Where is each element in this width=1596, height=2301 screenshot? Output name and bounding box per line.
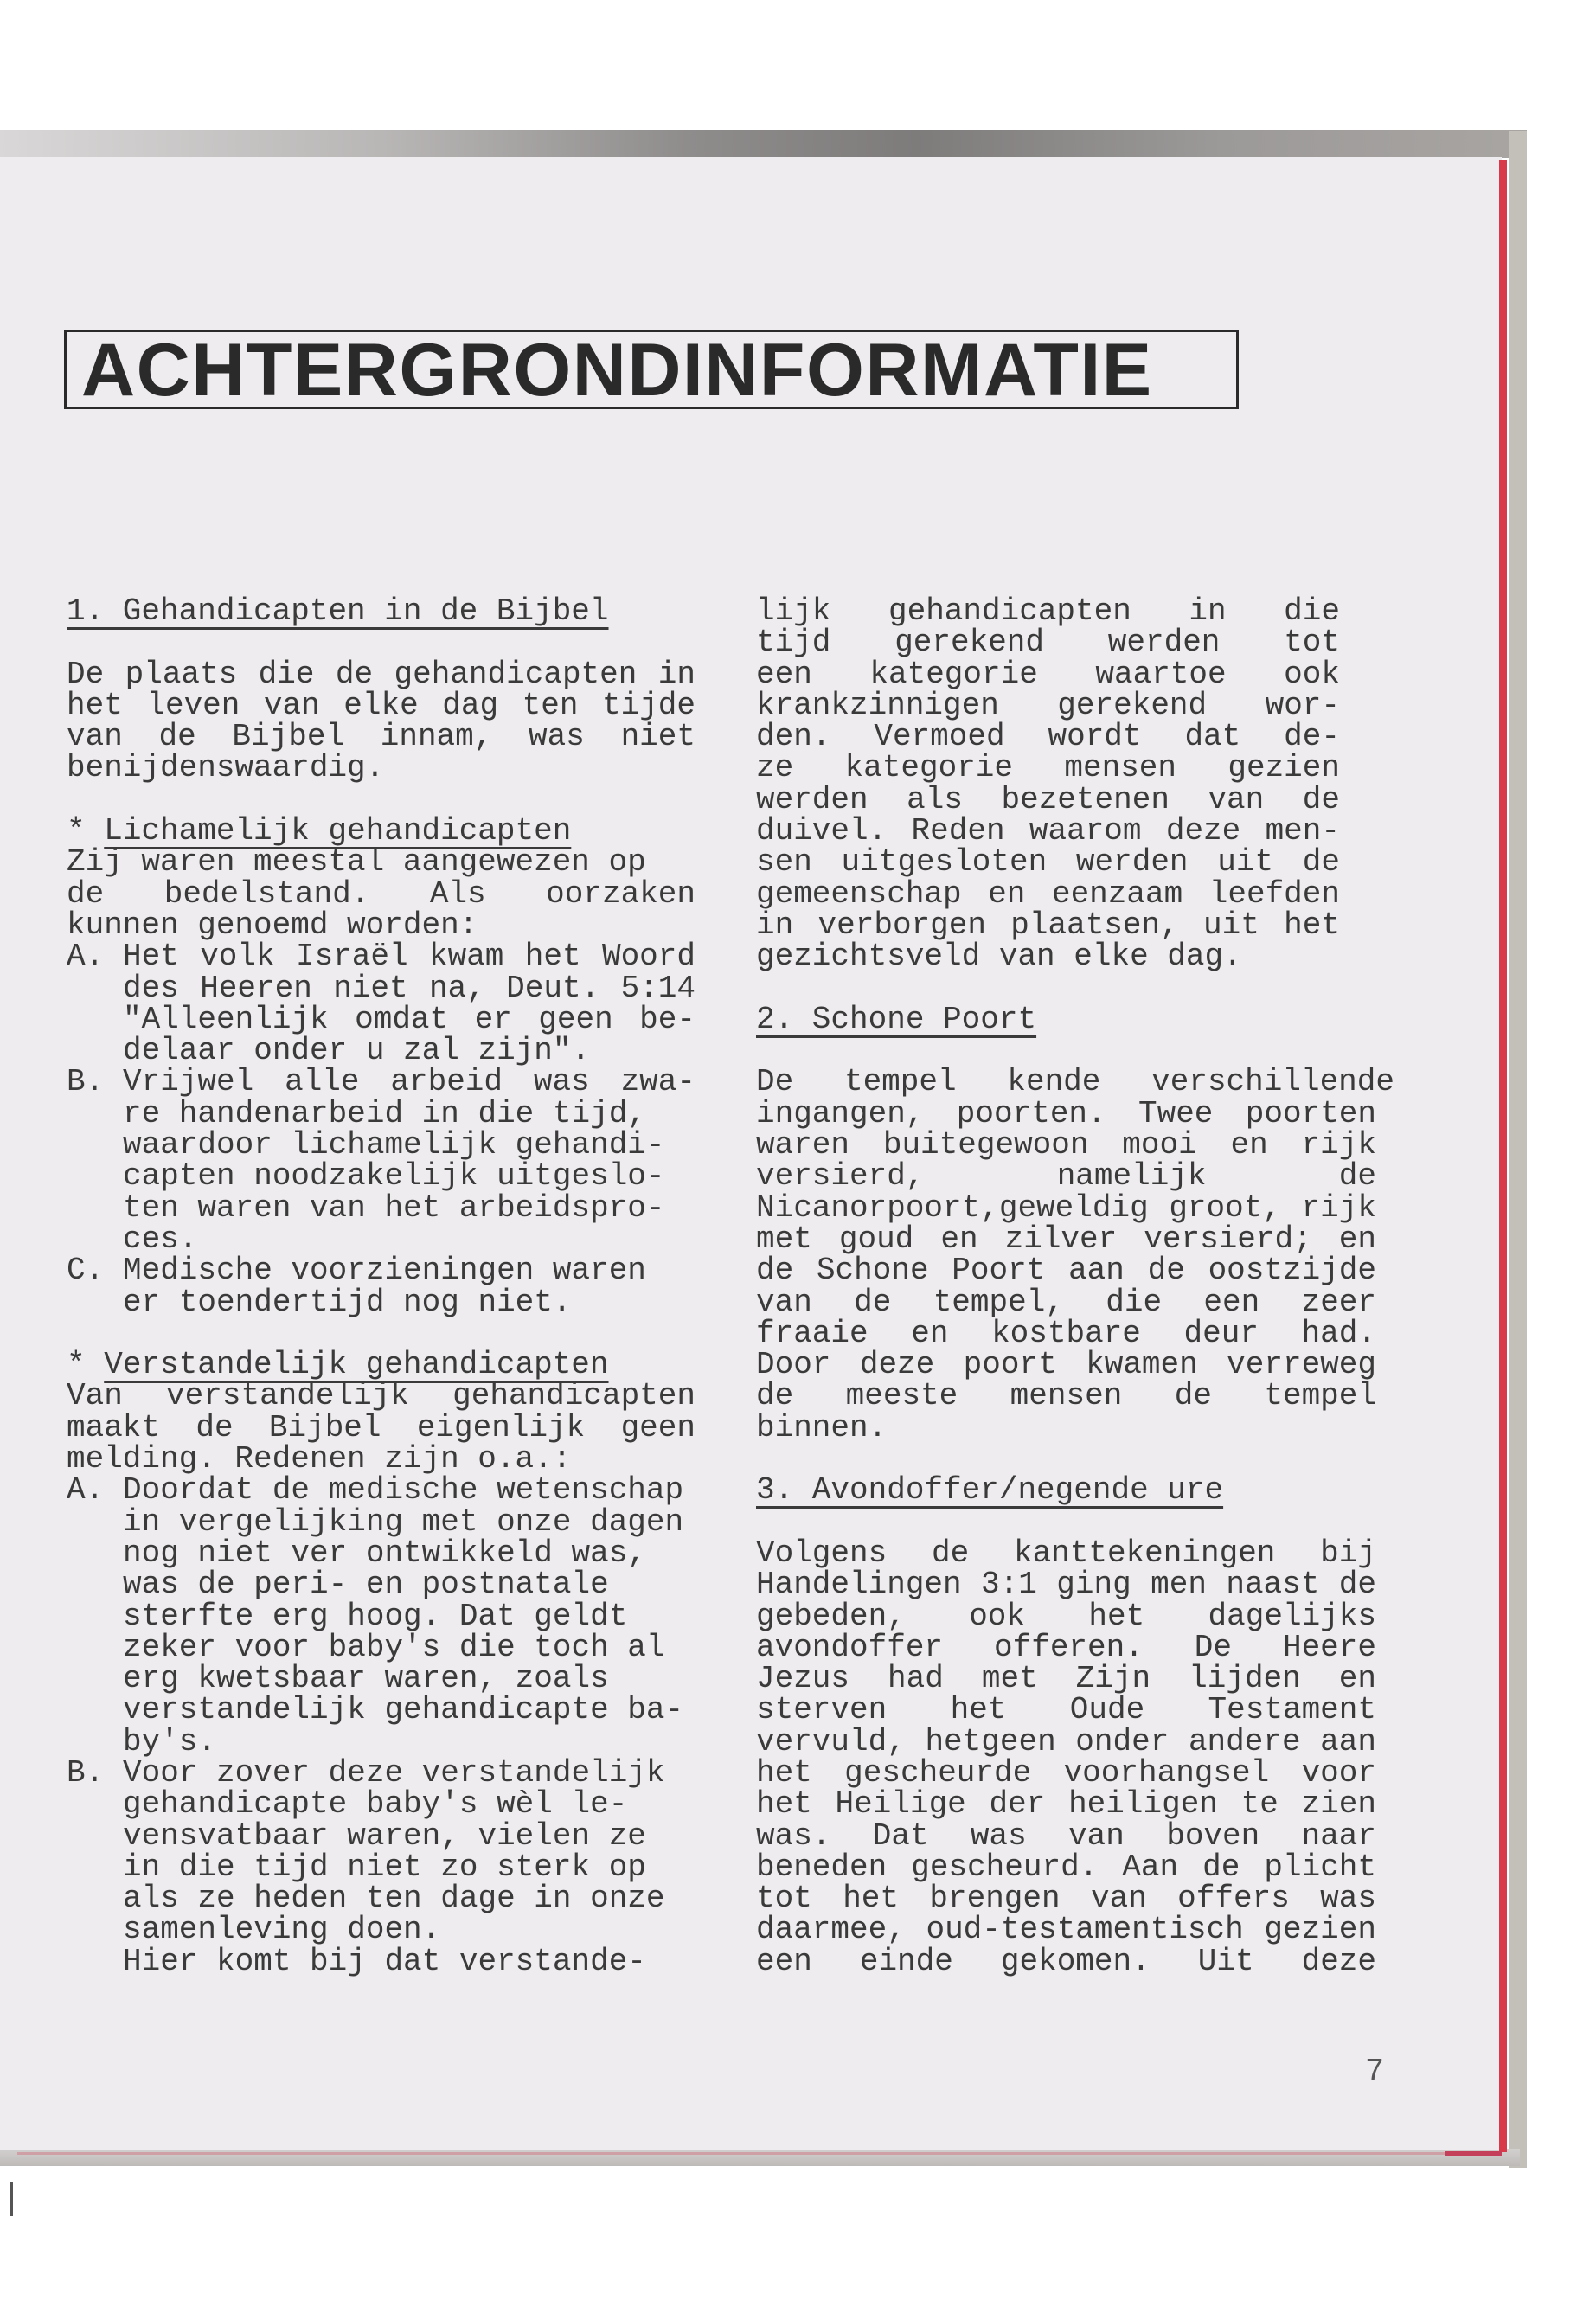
text-line: Hier komt bij dat verstande- bbox=[123, 1943, 646, 1979]
text-line: re handenarbeid in die tijd, bbox=[123, 1095, 646, 1131]
text-line: lijk gehandicapten in die bbox=[756, 593, 1340, 629]
list-item-label: A. bbox=[67, 939, 105, 975]
blank-line bbox=[756, 1507, 1376, 1538]
text-line: van de tempel, die een zeer bbox=[756, 1284, 1376, 1320]
page-title: ACHTERGRONDINFORMATIE bbox=[81, 329, 1153, 412]
text-line: gemeenschap en eenzaam leefden bbox=[756, 875, 1340, 912]
text-line: Jezus had met Zijn lijden en bbox=[756, 1661, 1376, 1697]
bullet-marker: * bbox=[67, 813, 86, 849]
section-heading-text: 2. Schone Poort bbox=[756, 1001, 1037, 1037]
text-line: de bedelstand. Als oorzaken bbox=[67, 875, 695, 912]
text-line: krankzinnigen gerekend wor- bbox=[756, 687, 1340, 723]
text-line: "Alleenlijk omdat er geen be- bbox=[123, 1001, 695, 1037]
text-line: kunnen genoemd worden: bbox=[67, 907, 478, 943]
text-line: beneden gescheurd. Aan de plicht bbox=[756, 1849, 1376, 1885]
text-line: waren buitegewoon mooi en rijk bbox=[756, 1127, 1376, 1163]
subsection-heading bbox=[67, 813, 695, 849]
text-line: het gescheurde voorhangsel voor bbox=[756, 1754, 1376, 1791]
text-line: in verborgen plaatsen, uit het bbox=[756, 907, 1340, 943]
red-corner-edge bbox=[1445, 2151, 1502, 2156]
text-line: De plaats die de gehandicapten in bbox=[67, 656, 695, 692]
section-heading bbox=[756, 1001, 1376, 1037]
text-line: sterfte erg hoog. Dat geldt bbox=[123, 1598, 628, 1634]
text-line: by's. bbox=[123, 1723, 217, 1759]
section-heading bbox=[67, 593, 695, 629]
text-line: daarmee, oud-testamentisch gezien bbox=[756, 1912, 1376, 1948]
text-line: sen uitgesloten werden uit de bbox=[756, 844, 1340, 881]
text-line: Door deze poort kwamen verreweg bbox=[756, 1347, 1376, 1383]
text-line: ten waren van het arbeidspro- bbox=[123, 1189, 665, 1226]
text-line: Nicanorpoort,geweldig groot, rijk bbox=[756, 1189, 1376, 1226]
text-line: met goud en zilver versierd; en bbox=[756, 1221, 1376, 1257]
text-line: Volgens de kanttekeningen bij bbox=[756, 1535, 1376, 1571]
text-line: avondoffer offeren. De Heere bbox=[756, 1629, 1376, 1665]
list-item-label: B. bbox=[67, 1064, 105, 1100]
blank-line bbox=[756, 1444, 1376, 1475]
list-item-text: Medische voorzieningen waren bbox=[123, 1253, 646, 1289]
text-line: ingangen, poorten. Twee poorten bbox=[756, 1095, 1376, 1131]
text-line: in die tijd niet zo sterk op bbox=[123, 1849, 646, 1885]
left-column bbox=[67, 593, 695, 1979]
list-item-text: Doordat de medische wetenschap bbox=[123, 1472, 684, 1509]
list-item bbox=[67, 939, 695, 975]
list-item bbox=[67, 1064, 695, 1100]
text-line: maakt de Bijbel eigenlijk geen bbox=[67, 1409, 695, 1445]
text-line: delaar onder u zal zijn". bbox=[123, 1033, 591, 1069]
text-line: werden als bezetenen van de bbox=[756, 781, 1340, 817]
text-line: als ze heden ten dage in onze bbox=[123, 1881, 665, 1917]
text-line: melding. Redenen zijn o.a.: bbox=[67, 1441, 572, 1477]
right-column bbox=[756, 593, 1394, 1979]
blank-line bbox=[756, 973, 1376, 1004]
text-line: sterven het Oude Testament bbox=[756, 1692, 1376, 1728]
list-item-label: A. bbox=[67, 1472, 105, 1509]
text-line: samenleving doen. bbox=[123, 1912, 441, 1948]
text-line: een kategorie waartoe ook bbox=[756, 656, 1340, 692]
text-line: verstandelijk gehandicapte ba- bbox=[123, 1692, 684, 1728]
text-line: ze kategorie mensen gezien bbox=[756, 750, 1340, 786]
text-line: de Schone Poort aan de oostzijde bbox=[756, 1253, 1376, 1289]
red-page-edge bbox=[1499, 160, 1507, 2152]
list-item bbox=[67, 1754, 695, 1791]
subsection-heading bbox=[67, 1349, 695, 1381]
text-line: gezichtsveld van elke dag. bbox=[756, 939, 1242, 975]
text-line: was de peri- en postnatale bbox=[123, 1567, 609, 1603]
title-box bbox=[64, 329, 1239, 412]
bullet-marker: * bbox=[67, 1347, 86, 1383]
section-heading-text: 1. Gehandicapten in de Bijbel bbox=[67, 593, 609, 629]
blank-line bbox=[67, 785, 695, 816]
list-item-label: B. bbox=[67, 1754, 105, 1791]
text-line: vervuld, hetgeen onder andere aan bbox=[756, 1723, 1376, 1759]
text-line: den. Vermoed wordt dat de- bbox=[756, 719, 1340, 755]
text-line: het Heilige der heiligen te zien bbox=[756, 1786, 1376, 1823]
text-line: er toendertijd nog niet. bbox=[123, 1284, 572, 1320]
list-item-text: Voor zover deze verstandelijk bbox=[123, 1754, 665, 1791]
text-line: Handelingen 3:1 ging men naast de bbox=[756, 1567, 1376, 1603]
list-item bbox=[67, 1253, 695, 1289]
list-item-text: Vrijwel alle arbeid was zwa- bbox=[123, 1064, 695, 1100]
text-line: versierd, namelijk de bbox=[756, 1158, 1376, 1195]
text-line: in vergelijking met onze dagen bbox=[123, 1503, 684, 1540]
text-line: erg kwetsbaar waren, zoals bbox=[123, 1661, 609, 1697]
section-heading-text: 3. Avondoffer/negende ure bbox=[756, 1472, 1224, 1509]
text-line: Zij waren meestal aangewezen op bbox=[67, 844, 646, 881]
text-line: was. Dat was van boven naar bbox=[756, 1817, 1376, 1854]
subsection-heading-text: Lichamelijk gehandicapten bbox=[104, 813, 572, 849]
binder-bottom-edge bbox=[0, 2149, 1520, 2166]
text-line: gebeden, ook het dagelijks bbox=[756, 1598, 1376, 1634]
list-item bbox=[67, 1472, 695, 1509]
red-bottom-edge bbox=[17, 2152, 1498, 2155]
binder-top-edge bbox=[0, 130, 1527, 158]
text-line: tijd gerekend werden tot bbox=[756, 625, 1340, 661]
list-item-label: C. bbox=[67, 1253, 105, 1289]
text-line: vensvatbaar waren, vielen ze bbox=[123, 1817, 646, 1854]
text-line: Van verstandelijk gehandicapten bbox=[67, 1378, 695, 1414]
subsection-heading-text: Verstandelijk gehandicapten bbox=[104, 1347, 609, 1383]
text-line: een einde gekomen. Uit deze bbox=[756, 1943, 1376, 1979]
text-line: benijdenswaardig. bbox=[67, 750, 385, 786]
blank-line bbox=[67, 1318, 695, 1349]
text-line: ces. bbox=[123, 1221, 198, 1257]
list-item-text: Het volk Israël kwam het Woord bbox=[123, 939, 695, 975]
blank-line bbox=[67, 627, 695, 658]
text-line: zeker voor baby's die toch al bbox=[123, 1629, 665, 1665]
text-line: de meeste mensen de tempel bbox=[756, 1378, 1376, 1414]
text-line: binnen. bbox=[756, 1409, 888, 1445]
text-line: nog niet ver ontwikkeld was, bbox=[123, 1535, 646, 1571]
text-line: fraaie en kostbare deur had. bbox=[756, 1315, 1376, 1351]
section-heading bbox=[756, 1472, 1376, 1509]
text-line: gehandicapte baby's wèl le- bbox=[123, 1786, 628, 1823]
binder-right-edge bbox=[1509, 131, 1527, 2168]
text-line: duivel. Reden waarom deze men- bbox=[756, 813, 1340, 849]
text-line: tot het brengen van offers was bbox=[756, 1881, 1376, 1917]
blank-line bbox=[756, 1035, 1376, 1067]
text-line: des Heeren niet na, Deut. 5:14 bbox=[123, 970, 695, 1006]
page-number: 7 bbox=[1366, 2052, 1384, 2087]
text-line: waardoor lichamelijk gehandi- bbox=[123, 1127, 665, 1163]
text-line: van de Bijbel innam, was niet bbox=[67, 719, 695, 755]
text-line: capten noodzakelijk uitgeslo- bbox=[123, 1158, 665, 1195]
text-line: het leven van elke dag ten tijde bbox=[67, 687, 695, 723]
text-line: De tempel kende verschillende bbox=[756, 1064, 1394, 1100]
scan-mark bbox=[10, 2182, 13, 2216]
